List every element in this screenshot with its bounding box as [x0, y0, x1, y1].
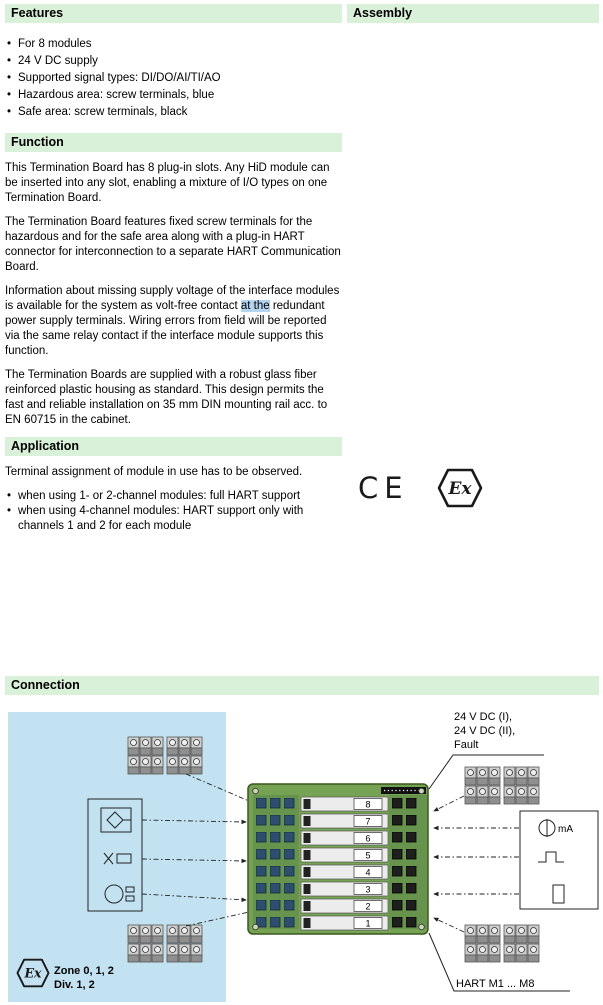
mounting-hole	[419, 788, 425, 794]
list-item: • Hazardous area: screw terminals, blue	[5, 87, 342, 104]
termination-board	[248, 784, 428, 934]
ex-mark	[437, 468, 483, 508]
certification-marks	[358, 468, 483, 508]
supply-label-1: 24 V DC (I),	[454, 711, 513, 723]
svg-text:2: 2	[365, 901, 371, 912]
fault-label: Fault	[454, 739, 479, 751]
terminal-block	[504, 925, 539, 962]
zone-label: Zone 0, 1, 2	[54, 965, 114, 977]
right-column	[347, 4, 599, 23]
text-selection-highlight: at the	[240, 300, 270, 312]
function-paragraph: The Termination Board features fixed screw terminals for the hazardous and for the safe area along with a plug-in HART connector for interconnection to a separate HART Communication Board.	[5, 216, 341, 273]
left-column	[5, 4, 342, 534]
svg-text:3: 3	[365, 884, 371, 895]
features-list	[5, 36, 342, 121]
section-header-application: Application	[5, 437, 342, 456]
module-slot	[301, 916, 388, 930]
terminal-block	[465, 925, 500, 962]
module-slot	[301, 865, 388, 879]
paragraph-text: Information about missing supply voltage of the interface modules is available for the system as volt-free contact	[5, 285, 340, 312]
mounting-hole	[253, 788, 259, 794]
mounting-hole	[419, 924, 425, 930]
function-paragraph	[5, 284, 342, 359]
section-header-features: Features	[5, 4, 342, 23]
paragraph-text: redundant power supply terminals. Wiring errors from field will be reported via the same relay contact if the interface module supports this function.	[5, 300, 327, 357]
hart-label: HART M1 ... M8	[456, 978, 535, 990]
list-item: • For 8 modules	[5, 36, 342, 53]
module-slot	[301, 848, 388, 862]
safe-terminal-strip	[392, 798, 419, 928]
list-item: • when using 1- or 2-channel modules: full HART support	[5, 489, 342, 504]
module-slot	[301, 814, 388, 828]
resistor-icon	[553, 885, 564, 903]
svg-text:8: 8	[365, 799, 371, 810]
division-label: Div. 1, 2	[54, 979, 95, 991]
module-slot	[301, 882, 388, 896]
mounting-hole	[253, 924, 259, 930]
application-list	[5, 489, 342, 534]
application-intro: Terminal assignment of module in use has to be observed.	[5, 466, 303, 478]
terminal-block	[504, 767, 539, 804]
module-slot	[301, 797, 388, 811]
list-item: • Safe area: screw terminals, black	[5, 104, 342, 121]
function-paragraph: This Termination Board has 8 plug-in slots. Any HiD module can be inserted into any slot, enabling a mixture of I/O types on one Termination Board.	[5, 162, 330, 204]
svg-text:7: 7	[365, 816, 371, 827]
list-item: • Supported signal types: DI/DO/AI/TI/AO	[5, 70, 342, 87]
function-paragraph: The Termination Boards are supplied with a robust glass fiber reinforced plastic housing as standard. This design permits the fast and reliable installation on 35 mm DIN mounting rail acc. to EN 60715 in the cabinet.	[5, 369, 328, 426]
pulse-icon	[538, 852, 564, 862]
module-slot	[301, 831, 388, 845]
function-body	[5, 161, 342, 428]
svg-text:4: 4	[365, 867, 371, 878]
list-item: • 24 V DC supply	[5, 53, 342, 70]
terminal-block	[465, 767, 500, 804]
hazardous-terminal-strip	[256, 798, 298, 928]
section-header-assembly: Assembly	[347, 4, 599, 23]
current-meter-icon	[539, 819, 573, 837]
connection-diagram	[4, 704, 599, 1004]
module-slot	[301, 899, 388, 913]
section-header-connection: Connection	[5, 676, 599, 695]
svg-text:5: 5	[365, 850, 371, 861]
svg-text:1: 1	[365, 918, 371, 929]
ce-mark: CE	[358, 471, 409, 505]
list-item: • when using 4-channel modules: HART support only with channels 1 and 2 for each module	[5, 504, 342, 534]
supply-label-2: 24 V DC (II),	[454, 725, 516, 737]
load-box	[520, 811, 598, 909]
section-header-function: Function	[5, 133, 342, 152]
svg-text:mA: mA	[558, 824, 573, 835]
svg-text:6: 6	[365, 833, 371, 844]
